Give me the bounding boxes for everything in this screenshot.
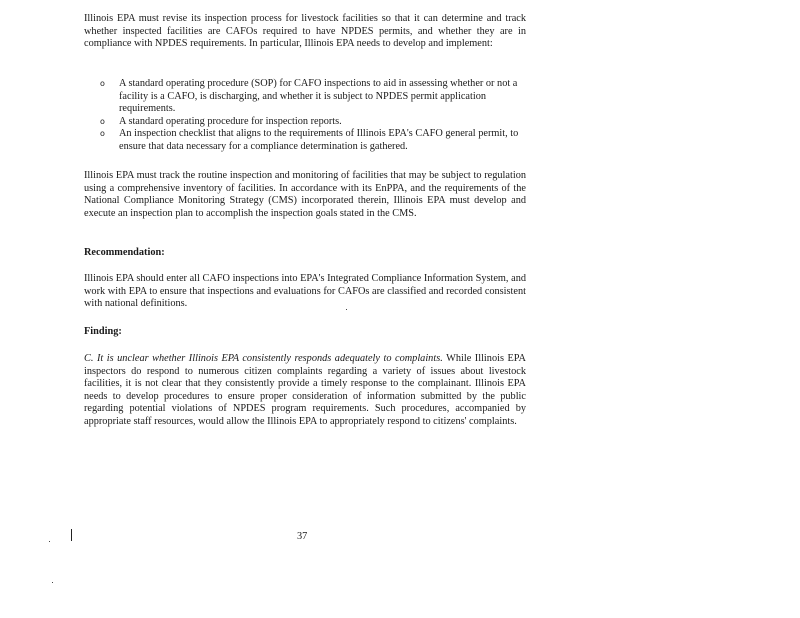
list-item-text: A standard operating procedure for inspection reports. bbox=[119, 115, 342, 127]
paragraph-recommendation: Illinois EPA should enter all CAFO inspections into EPA's Integrated Compliance Information System, and work with EPA to ensure that inspections and evaluations for CAFOs are classified and recorded consistent with national definitions. bbox=[84, 273, 526, 310]
paragraph-revise-inspection: Illinois EPA must revise its inspection process for livestock facilities so that it can determine and track whether inspected facilities are CAFOs required to have NPDES permits, and whether they are in compliance with NPDES requirements. In particular, Illinois EPA needs to develop and implement: bbox=[84, 13, 526, 50]
bullet-icon: o bbox=[100, 116, 105, 126]
heading-recommendation: Recommendation: bbox=[84, 247, 165, 258]
scan-speck bbox=[49, 541, 50, 542]
paragraph-finding bbox=[84, 353, 526, 429]
finding-body: While Illinois EPA inspectors do respond to numerous citizen complaints regarding a variety of issues about livestock facilities, it is not clear that they consistently provide a timely response to the complainant. Illinois EPA needs to develop procedures to ensure proper consideration of information submitted by the public regarding potential violations of NPDES program requirements. Such procedures, accompanied by appropriate staff resources, would allow the Illinois EPA to appropriately respond to citizens' complaints. bbox=[84, 353, 526, 427]
margin-mark bbox=[71, 529, 72, 541]
list-item bbox=[100, 128, 528, 153]
paragraph-track-inspection: Illinois EPA must track the routine inspection and monitoring of facilities that may be subject to regulation using a comprehensive inventory of facilities. In accordance with its EnPPA, and the requirements of the National Compliance Monitoring Strategy (CMS) incorporated therein, Illinois EPA must develop and execute an inspection plan to accomplish the inspection goals stated in the CMS. bbox=[84, 170, 526, 219]
bullet-icon: o bbox=[100, 129, 105, 139]
scan-speck bbox=[346, 309, 347, 310]
heading-finding: Finding: bbox=[84, 326, 122, 337]
list-item bbox=[100, 116, 528, 129]
list-item-text: An inspection checklist that aligns to the requirements of Illinois EPA's CAFO general permit, to ensure that data necessary for a compliance determination is gathered. bbox=[119, 128, 519, 152]
scan-speck bbox=[52, 582, 53, 583]
list-item-text: A standard operating procedure (SOP) for CAFO inspections to aid in assessing whether or not a facility is a CAFO, is discharging, and whether it is subject to NPDES permit application requirements. bbox=[119, 78, 518, 115]
list-item bbox=[100, 78, 528, 116]
finding-lead: C. It is unclear whether Illinois EPA consistently responds adequately to complaints. bbox=[84, 353, 443, 364]
page-number: 37 bbox=[297, 531, 308, 542]
bullet-list bbox=[100, 78, 528, 154]
bullet-icon: o bbox=[100, 79, 105, 88]
